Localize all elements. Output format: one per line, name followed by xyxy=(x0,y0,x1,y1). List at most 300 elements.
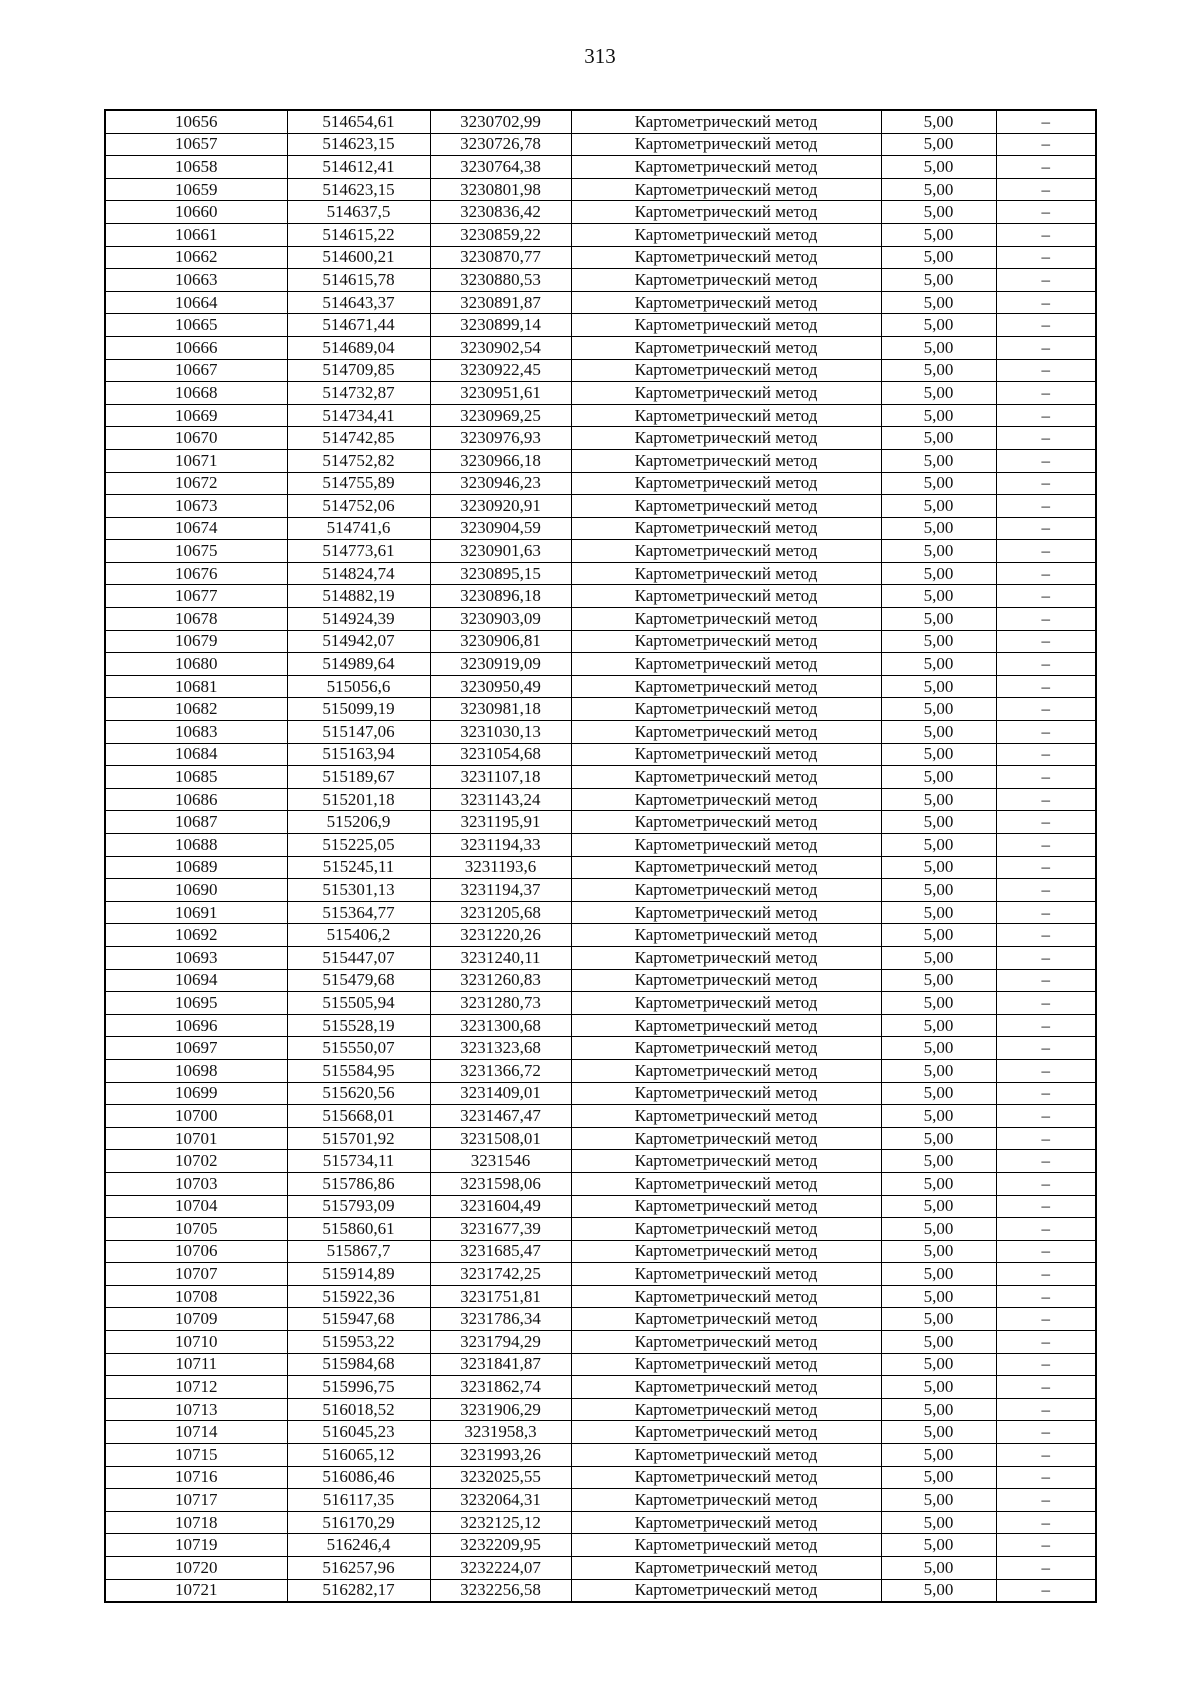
dash-cell: – xyxy=(996,992,1096,1015)
method-cell: Картометрический метод xyxy=(571,1557,881,1580)
point-number-cell: 10686 xyxy=(105,788,287,811)
y-coordinate-cell: 3230950,49 xyxy=(430,675,571,698)
y-coordinate-cell: 3231409,01 xyxy=(430,1082,571,1105)
y-coordinate-cell: 3231195,91 xyxy=(430,811,571,834)
x-coordinate-cell: 516018,52 xyxy=(287,1398,430,1421)
point-number-cell: 10656 xyxy=(105,110,287,133)
table-row xyxy=(105,630,1096,653)
accuracy-cell: 5,00 xyxy=(881,1263,996,1286)
dash-cell: – xyxy=(996,743,1096,766)
method-cell: Картометрический метод xyxy=(571,1127,881,1150)
y-coordinate-cell: 3230904,59 xyxy=(430,517,571,540)
y-coordinate-cell: 3230702,99 xyxy=(430,110,571,133)
accuracy-cell: 5,00 xyxy=(881,1376,996,1399)
table-row xyxy=(105,924,1096,947)
point-number-cell: 10690 xyxy=(105,879,287,902)
dash-cell: – xyxy=(996,901,1096,924)
accuracy-cell: 5,00 xyxy=(881,562,996,585)
y-coordinate-cell: 3230920,91 xyxy=(430,495,571,518)
method-cell: Картометрический метод xyxy=(571,449,881,472)
table-row xyxy=(105,110,1096,133)
x-coordinate-cell: 514734,41 xyxy=(287,404,430,427)
x-coordinate-cell: 514643,37 xyxy=(287,291,430,314)
dash-cell: – xyxy=(996,1331,1096,1354)
dash-cell: – xyxy=(996,1376,1096,1399)
x-coordinate-cell: 515225,05 xyxy=(287,834,430,857)
dash-cell: – xyxy=(996,856,1096,879)
method-cell: Картометрический метод xyxy=(571,675,881,698)
dash-cell: – xyxy=(996,178,1096,201)
method-cell: Картометрический метод xyxy=(571,901,881,924)
table-row xyxy=(105,449,1096,472)
table-row xyxy=(105,1014,1096,1037)
point-number-cell: 10657 xyxy=(105,133,287,156)
x-coordinate-cell: 515147,06 xyxy=(287,721,430,744)
table-row xyxy=(105,269,1096,292)
method-cell: Картометрический метод xyxy=(571,404,881,427)
dash-cell: – xyxy=(996,630,1096,653)
dash-cell: – xyxy=(996,1534,1096,1557)
method-cell: Картометрический метод xyxy=(571,427,881,450)
table-row xyxy=(105,1511,1096,1534)
dash-cell: – xyxy=(996,1150,1096,1173)
x-coordinate-cell: 515479,68 xyxy=(287,969,430,992)
dash-cell: – xyxy=(996,946,1096,969)
x-coordinate-cell: 515364,77 xyxy=(287,901,430,924)
y-coordinate-cell: 3232224,07 xyxy=(430,1557,571,1580)
accuracy-cell: 5,00 xyxy=(881,1489,996,1512)
accuracy-cell: 5,00 xyxy=(881,901,996,924)
x-coordinate-cell: 516045,23 xyxy=(287,1421,430,1444)
point-number-cell: 10706 xyxy=(105,1240,287,1263)
x-coordinate-cell: 514671,44 xyxy=(287,314,430,337)
method-cell: Картометрический метод xyxy=(571,1534,881,1557)
dash-cell: – xyxy=(996,1557,1096,1580)
x-coordinate-cell: 515301,13 xyxy=(287,879,430,902)
method-cell: Картометрический метод xyxy=(571,1195,881,1218)
accuracy-cell: 5,00 xyxy=(881,1127,996,1150)
x-coordinate-cell: 514752,82 xyxy=(287,449,430,472)
point-number-cell: 10707 xyxy=(105,1263,287,1286)
accuracy-cell: 5,00 xyxy=(881,924,996,947)
x-coordinate-cell: 514742,85 xyxy=(287,427,430,450)
dash-cell: – xyxy=(996,879,1096,902)
method-cell: Картометрический метод xyxy=(571,110,881,133)
point-number-cell: 10711 xyxy=(105,1353,287,1376)
point-number-cell: 10660 xyxy=(105,201,287,224)
x-coordinate-cell: 514824,74 xyxy=(287,562,430,585)
x-coordinate-cell: 515620,56 xyxy=(287,1082,430,1105)
table-row xyxy=(105,811,1096,834)
method-cell: Картометрический метод xyxy=(571,1014,881,1037)
method-cell: Картометрический метод xyxy=(571,1376,881,1399)
dash-cell: – xyxy=(996,1398,1096,1421)
method-cell: Картометрический метод xyxy=(571,811,881,834)
accuracy-cell: 5,00 xyxy=(881,992,996,1015)
table-row xyxy=(105,133,1096,156)
point-number-cell: 10667 xyxy=(105,359,287,382)
point-number-cell: 10692 xyxy=(105,924,287,947)
table-row xyxy=(105,946,1096,969)
point-number-cell: 10717 xyxy=(105,1489,287,1512)
table-row xyxy=(105,1105,1096,1128)
y-coordinate-cell: 3231107,18 xyxy=(430,766,571,789)
x-coordinate-cell: 515947,68 xyxy=(287,1308,430,1331)
x-coordinate-cell: 514882,19 xyxy=(287,585,430,608)
point-number-cell: 10666 xyxy=(105,336,287,359)
dash-cell: – xyxy=(996,562,1096,585)
point-number-cell: 10700 xyxy=(105,1105,287,1128)
method-cell: Картометрический метод xyxy=(571,1398,881,1421)
y-coordinate-cell: 3230903,09 xyxy=(430,608,571,631)
table-row xyxy=(105,1579,1096,1602)
point-number-cell: 10662 xyxy=(105,246,287,269)
point-number-cell: 10675 xyxy=(105,540,287,563)
dash-cell: – xyxy=(996,427,1096,450)
y-coordinate-cell: 3230870,77 xyxy=(430,246,571,269)
dash-cell: – xyxy=(996,1466,1096,1489)
dash-cell: – xyxy=(996,156,1096,179)
table-row xyxy=(105,1466,1096,1489)
y-coordinate-cell: 3231862,74 xyxy=(430,1376,571,1399)
y-coordinate-cell: 3231841,87 xyxy=(430,1353,571,1376)
accuracy-cell: 5,00 xyxy=(881,291,996,314)
x-coordinate-cell: 515922,36 xyxy=(287,1285,430,1308)
x-coordinate-cell: 514637,5 xyxy=(287,201,430,224)
table-row xyxy=(105,834,1096,857)
table-row xyxy=(105,382,1096,405)
dash-cell: – xyxy=(996,1353,1096,1376)
method-cell: Картометрический метод xyxy=(571,608,881,631)
x-coordinate-cell: 515668,01 xyxy=(287,1105,430,1128)
y-coordinate-cell: 3230859,22 xyxy=(430,223,571,246)
table-row xyxy=(105,472,1096,495)
dash-cell: – xyxy=(996,269,1096,292)
x-coordinate-cell: 514623,15 xyxy=(287,178,430,201)
table-row xyxy=(105,1308,1096,1331)
point-number-cell: 10691 xyxy=(105,901,287,924)
table-row xyxy=(105,1331,1096,1354)
method-cell: Картометрический метод xyxy=(571,946,881,969)
method-cell: Картометрический метод xyxy=(571,788,881,811)
x-coordinate-cell: 514689,04 xyxy=(287,336,430,359)
accuracy-cell: 5,00 xyxy=(881,1059,996,1082)
y-coordinate-cell: 3231467,47 xyxy=(430,1105,571,1128)
y-coordinate-cell: 3231194,37 xyxy=(430,879,571,902)
y-coordinate-cell: 3230906,81 xyxy=(430,630,571,653)
y-coordinate-cell: 3231205,68 xyxy=(430,901,571,924)
dash-cell: – xyxy=(996,698,1096,721)
table-row xyxy=(105,427,1096,450)
accuracy-cell: 5,00 xyxy=(881,449,996,472)
method-cell: Картометрический метод xyxy=(571,269,881,292)
dash-cell: – xyxy=(996,1195,1096,1218)
accuracy-cell: 5,00 xyxy=(881,1082,996,1105)
dash-cell: – xyxy=(996,540,1096,563)
table-row xyxy=(105,1240,1096,1263)
accuracy-cell: 5,00 xyxy=(881,1240,996,1263)
accuracy-cell: 5,00 xyxy=(881,1105,996,1128)
accuracy-cell: 5,00 xyxy=(881,698,996,721)
x-coordinate-cell: 514989,64 xyxy=(287,653,430,676)
y-coordinate-cell: 3231677,39 xyxy=(430,1218,571,1241)
dash-cell: – xyxy=(996,969,1096,992)
table-row xyxy=(105,404,1096,427)
y-coordinate-cell: 3230969,25 xyxy=(430,404,571,427)
y-coordinate-cell: 3231598,06 xyxy=(430,1172,571,1195)
point-number-cell: 10659 xyxy=(105,178,287,201)
point-number-cell: 10661 xyxy=(105,223,287,246)
accuracy-cell: 5,00 xyxy=(881,427,996,450)
x-coordinate-cell: 514623,15 xyxy=(287,133,430,156)
table-row xyxy=(105,1353,1096,1376)
dash-cell: – xyxy=(996,472,1096,495)
x-coordinate-cell: 515793,09 xyxy=(287,1195,430,1218)
accuracy-cell: 5,00 xyxy=(881,1534,996,1557)
method-cell: Картометрический метод xyxy=(571,585,881,608)
accuracy-cell: 5,00 xyxy=(881,630,996,653)
method-cell: Картометрический метод xyxy=(571,1489,881,1512)
y-coordinate-cell: 3231220,26 xyxy=(430,924,571,947)
x-coordinate-cell: 515550,07 xyxy=(287,1037,430,1060)
accuracy-cell: 5,00 xyxy=(881,969,996,992)
dash-cell: – xyxy=(996,1489,1096,1512)
accuracy-cell: 5,00 xyxy=(881,1218,996,1241)
x-coordinate-cell: 514709,85 xyxy=(287,359,430,382)
y-coordinate-cell: 3231240,11 xyxy=(430,946,571,969)
dash-cell: – xyxy=(996,404,1096,427)
accuracy-cell: 5,00 xyxy=(881,156,996,179)
x-coordinate-cell: 515734,11 xyxy=(287,1150,430,1173)
dash-cell: – xyxy=(996,1511,1096,1534)
x-coordinate-cell: 514732,87 xyxy=(287,382,430,405)
accuracy-cell: 5,00 xyxy=(881,946,996,969)
point-number-cell: 10715 xyxy=(105,1444,287,1467)
dash-cell: – xyxy=(996,924,1096,947)
accuracy-cell: 5,00 xyxy=(881,540,996,563)
y-coordinate-cell: 3230896,18 xyxy=(430,585,571,608)
dash-cell: – xyxy=(996,1172,1096,1195)
accuracy-cell: 5,00 xyxy=(881,1398,996,1421)
method-cell: Картометрический метод xyxy=(571,1218,881,1241)
dash-cell: – xyxy=(996,314,1096,337)
method-cell: Картометрический метод xyxy=(571,1037,881,1060)
x-coordinate-cell: 514755,89 xyxy=(287,472,430,495)
x-coordinate-cell: 515584,95 xyxy=(287,1059,430,1082)
y-coordinate-cell: 3230880,53 xyxy=(430,269,571,292)
table-row xyxy=(105,1037,1096,1060)
method-cell: Картометрический метод xyxy=(571,314,881,337)
point-number-cell: 10685 xyxy=(105,766,287,789)
x-coordinate-cell: 516086,46 xyxy=(287,1466,430,1489)
method-cell: Картометрический метод xyxy=(571,1285,881,1308)
accuracy-cell: 5,00 xyxy=(881,608,996,631)
dash-cell: – xyxy=(996,336,1096,359)
y-coordinate-cell: 3230801,98 xyxy=(430,178,571,201)
x-coordinate-cell: 515201,18 xyxy=(287,788,430,811)
method-cell: Картометрический метод xyxy=(571,540,881,563)
method-cell: Картометрический метод xyxy=(571,562,881,585)
table-row xyxy=(105,1195,1096,1218)
x-coordinate-cell: 515867,7 xyxy=(287,1240,430,1263)
point-number-cell: 10718 xyxy=(105,1511,287,1534)
dash-cell: – xyxy=(996,359,1096,382)
accuracy-cell: 5,00 xyxy=(881,721,996,744)
table-row xyxy=(105,653,1096,676)
y-coordinate-cell: 3230922,45 xyxy=(430,359,571,382)
y-coordinate-cell: 3231906,29 xyxy=(430,1398,571,1421)
x-coordinate-cell: 515860,61 xyxy=(287,1218,430,1241)
x-coordinate-cell: 516117,35 xyxy=(287,1489,430,1512)
table-row xyxy=(105,201,1096,224)
y-coordinate-cell: 3230895,15 xyxy=(430,562,571,585)
x-coordinate-cell: 514615,78 xyxy=(287,269,430,292)
accuracy-cell: 5,00 xyxy=(881,223,996,246)
method-cell: Картометрический метод xyxy=(571,1511,881,1534)
y-coordinate-cell: 3232064,31 xyxy=(430,1489,571,1512)
table-row xyxy=(105,1059,1096,1082)
y-coordinate-cell: 3231742,25 xyxy=(430,1263,571,1286)
x-coordinate-cell: 515447,07 xyxy=(287,946,430,969)
table-row xyxy=(105,1376,1096,1399)
table-row xyxy=(105,1398,1096,1421)
table-row xyxy=(105,291,1096,314)
method-cell: Картометрический метод xyxy=(571,992,881,1015)
y-coordinate-cell: 3231366,72 xyxy=(430,1059,571,1082)
point-number-cell: 10713 xyxy=(105,1398,287,1421)
point-number-cell: 10708 xyxy=(105,1285,287,1308)
x-coordinate-cell: 516282,17 xyxy=(287,1579,430,1602)
method-cell: Картометрический метод xyxy=(571,834,881,857)
point-number-cell: 10658 xyxy=(105,156,287,179)
y-coordinate-cell: 3231604,49 xyxy=(430,1195,571,1218)
method-cell: Картометрический метод xyxy=(571,1105,881,1128)
dash-cell: – xyxy=(996,1127,1096,1150)
method-cell: Картометрический метод xyxy=(571,1263,881,1286)
point-number-cell: 10709 xyxy=(105,1308,287,1331)
accuracy-cell: 5,00 xyxy=(881,1172,996,1195)
x-coordinate-cell: 515505,94 xyxy=(287,992,430,1015)
x-coordinate-cell: 514773,61 xyxy=(287,540,430,563)
table-row xyxy=(105,1082,1096,1105)
table-row xyxy=(105,1489,1096,1512)
x-coordinate-cell: 516246,4 xyxy=(287,1534,430,1557)
dash-cell: – xyxy=(996,1059,1096,1082)
table-row xyxy=(105,495,1096,518)
point-number-cell: 10689 xyxy=(105,856,287,879)
accuracy-cell: 5,00 xyxy=(881,110,996,133)
method-cell: Картометрический метод xyxy=(571,1308,881,1331)
table-row xyxy=(105,1172,1096,1195)
x-coordinate-cell: 515701,92 xyxy=(287,1127,430,1150)
method-cell: Картометрический метод xyxy=(571,472,881,495)
accuracy-cell: 5,00 xyxy=(881,766,996,789)
y-coordinate-cell: 3231508,01 xyxy=(430,1127,571,1150)
x-coordinate-cell: 514924,39 xyxy=(287,608,430,631)
accuracy-cell: 5,00 xyxy=(881,834,996,857)
method-cell: Картометрический метод xyxy=(571,517,881,540)
accuracy-cell: 5,00 xyxy=(881,879,996,902)
accuracy-cell: 5,00 xyxy=(881,269,996,292)
method-cell: Картометрический метод xyxy=(571,1082,881,1105)
table-row xyxy=(105,1534,1096,1557)
y-coordinate-cell: 3230951,61 xyxy=(430,382,571,405)
method-cell: Картометрический метод xyxy=(571,178,881,201)
accuracy-cell: 5,00 xyxy=(881,517,996,540)
point-number-cell: 10693 xyxy=(105,946,287,969)
table-row xyxy=(105,743,1096,766)
y-coordinate-cell: 3232256,58 xyxy=(430,1579,571,1602)
y-coordinate-cell: 3232209,95 xyxy=(430,1534,571,1557)
point-number-cell: 10714 xyxy=(105,1421,287,1444)
method-cell: Картометрический метод xyxy=(571,336,881,359)
y-coordinate-cell: 3231143,24 xyxy=(430,788,571,811)
y-coordinate-cell: 3231786,34 xyxy=(430,1308,571,1331)
y-coordinate-cell: 3231030,13 xyxy=(430,721,571,744)
coordinates-table-body xyxy=(105,110,1096,1602)
method-cell: Картометрический метод xyxy=(571,382,881,405)
point-number-cell: 10720 xyxy=(105,1557,287,1580)
table-row xyxy=(105,1150,1096,1173)
method-cell: Картометрический метод xyxy=(571,721,881,744)
y-coordinate-cell: 3231300,68 xyxy=(430,1014,571,1037)
accuracy-cell: 5,00 xyxy=(881,1444,996,1467)
table-row xyxy=(105,540,1096,563)
coordinates-table xyxy=(104,109,1097,1603)
accuracy-cell: 5,00 xyxy=(881,1511,996,1534)
dash-cell: – xyxy=(996,1579,1096,1602)
point-number-cell: 10680 xyxy=(105,653,287,676)
x-coordinate-cell: 515206,9 xyxy=(287,811,430,834)
method-cell: Картометрический метод xyxy=(571,766,881,789)
dash-cell: – xyxy=(996,608,1096,631)
dash-cell: – xyxy=(996,223,1096,246)
y-coordinate-cell: 3231194,33 xyxy=(430,834,571,857)
point-number-cell: 10696 xyxy=(105,1014,287,1037)
x-coordinate-cell: 514942,07 xyxy=(287,630,430,653)
table-row xyxy=(105,675,1096,698)
point-number-cell: 10684 xyxy=(105,743,287,766)
accuracy-cell: 5,00 xyxy=(881,336,996,359)
accuracy-cell: 5,00 xyxy=(881,472,996,495)
table-row xyxy=(105,156,1096,179)
method-cell: Картометрический метод xyxy=(571,291,881,314)
accuracy-cell: 5,00 xyxy=(881,856,996,879)
y-coordinate-cell: 3230899,14 xyxy=(430,314,571,337)
method-cell: Картометрический метод xyxy=(571,856,881,879)
accuracy-cell: 5,00 xyxy=(881,178,996,201)
accuracy-cell: 5,00 xyxy=(881,788,996,811)
x-coordinate-cell: 514615,22 xyxy=(287,223,430,246)
point-number-cell: 10663 xyxy=(105,269,287,292)
point-number-cell: 10671 xyxy=(105,449,287,472)
table-row xyxy=(105,314,1096,337)
dash-cell: – xyxy=(996,382,1096,405)
table-row xyxy=(105,879,1096,902)
x-coordinate-cell: 515056,6 xyxy=(287,675,430,698)
table-row xyxy=(105,223,1096,246)
dash-cell: – xyxy=(996,788,1096,811)
y-coordinate-cell: 3230966,18 xyxy=(430,449,571,472)
table-row xyxy=(105,969,1096,992)
table-row xyxy=(105,721,1096,744)
point-number-cell: 10701 xyxy=(105,1127,287,1150)
table-row xyxy=(105,562,1096,585)
point-number-cell: 10705 xyxy=(105,1218,287,1241)
point-number-cell: 10669 xyxy=(105,404,287,427)
accuracy-cell: 5,00 xyxy=(881,1331,996,1354)
method-cell: Картометрический метод xyxy=(571,1579,881,1602)
